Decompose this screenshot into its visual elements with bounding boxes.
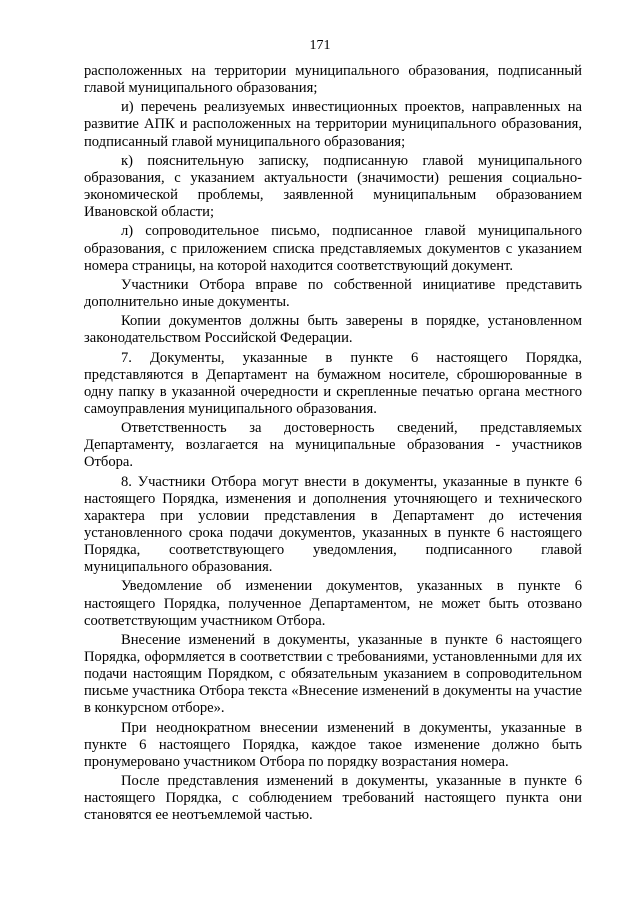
paragraph-item-k: к) пояснительную записку, подписанную главой муниципального образования, с указанием актуальности (значимости) решения социально-экономической проблемы, заявленной муниципальным образованием Ивановской области;	[84, 152, 582, 221]
paragraph-copies-certification: Копии документов должны быть заверены в порядке, установленном законодательством Российской Федерации.	[84, 313, 582, 347]
paragraph-changes-numbering: При неоднократном внесении изменений в документы, указанные в пункте 6 настоящего Порядка, каждое такое изменение должно быть пронумеровано участником Отбора по порядку возрастания номера.	[84, 719, 582, 770]
paragraph-changes-procedure: Внесение изменений в документы, указанные в пункте 6 настоящего Порядка, оформляется в соответствии с требованиями, установленными для их подачи настоящим Порядком, с обязательным указанием в сопроводительном письме участника Отбора текста «Внесение изменений в документы на участие в конкурсном отборе».	[84, 631, 582, 717]
paragraph-item-l: л) сопроводительное письмо, подписанное главой муниципального образования, с приложением списка представляемых документов с указанием номера страницы, на которой находится соответствующий документ.	[84, 223, 582, 274]
paragraph-section-7: 7. Документы, указанные в пункте 6 настоящего Порядка, представляются в Департамент на бумажном носителе, сброшюрованные в одну папку в указанной очередности и скрепленные печатью органа местного самоуправления муниципального образования.	[84, 349, 582, 417]
paragraph-continuation: расположенных на территории муниципального образования, подписанный главой муниципального образования;	[84, 63, 582, 97]
page-number: 171	[309, 38, 331, 53]
paragraph-responsibility: Ответственность за достоверность сведений, представляемых Департаменту, возлагается на муниципальные образования - участников Отбора.	[84, 420, 582, 471]
paragraph-section-8: 8. Участники Отбора могут внести в документы, указанные в пункте 6 настоящего Порядка, изменения и дополнения уточняющего и технического характера при условии представления в Департамент до истечения установленного срока подачи документов, указанных в пункте 6 настоящего Порядка, соответствующего уведомления, подписанного главой муниципального образования.	[84, 473, 582, 576]
paragraph-changes-integral: После представления изменений в документы, указанные в пункте 6 настоящего Порядка, с соблюдением требований настоящего пункта они становятся ее неотъемлемой частью.	[84, 773, 582, 824]
paragraph-notification: Уведомление об изменении документов, указанных в пункте 6 настоящего Порядка, полученное Департаментом, не может быть отозвано соответствующим участником Отбора.	[84, 578, 582, 629]
paragraph-item-i: и) перечень реализуемых инвестиционных проектов, направленных на развитие АПК и расположенных на территории муниципального образования, подписанный главой муниципального образования;	[84, 99, 582, 150]
document-body	[84, 63, 582, 826]
paragraph-additional-documents: Участники Отбора вправе по собственной инициативе представить дополнительно иные документы.	[84, 276, 582, 310]
